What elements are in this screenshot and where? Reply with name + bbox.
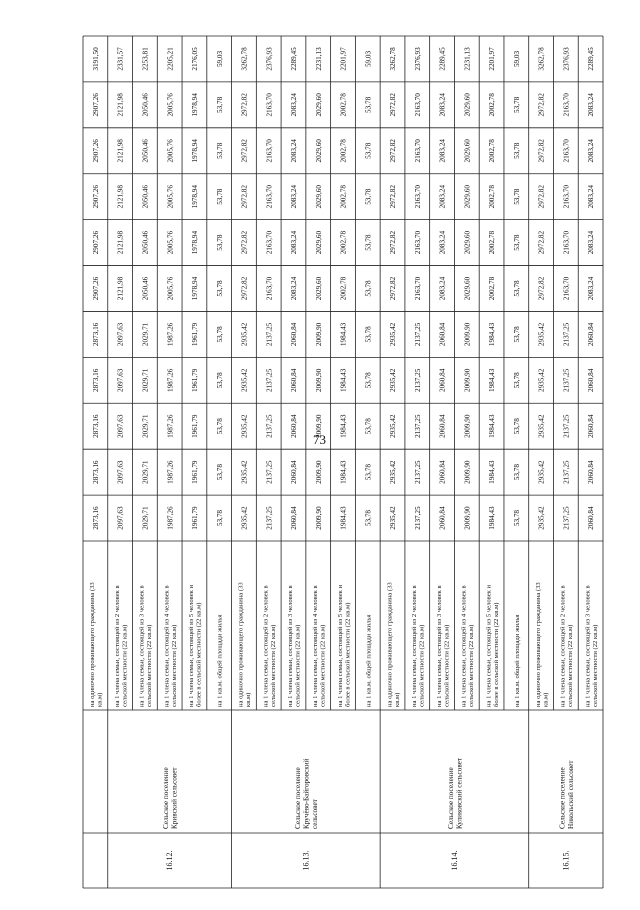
- value-cell: 2137,25: [413, 322, 422, 347]
- value-cell: 53,78: [364, 464, 373, 481]
- value-cell: 2935,42: [389, 506, 398, 530]
- value-cell: 2376,93: [562, 47, 571, 71]
- value-cell: 2972,82: [240, 93, 249, 117]
- value-cell: 2137,25: [413, 414, 422, 438]
- value-cell: 53,78: [364, 418, 373, 435]
- value-cell: 2972,82: [537, 230, 546, 255]
- value-cell: 2083,24: [290, 230, 299, 255]
- value-cell: 2163,70: [265, 230, 274, 255]
- value-cell: 2002,78: [488, 185, 497, 209]
- section-name: Кривский сельсовет: [170, 767, 179, 829]
- value-cell: 53,78: [364, 234, 373, 251]
- value-cell: 2097,63: [116, 368, 125, 392]
- value-cell: 53,78: [364, 96, 373, 113]
- value-cell: 2163,70: [413, 185, 422, 209]
- value-cell: 2121,98: [116, 139, 125, 163]
- value-cell: 2163,70: [413, 230, 422, 255]
- section-number: 16.12.: [165, 850, 175, 871]
- value-cell: 59,03: [215, 50, 224, 68]
- value-cell: 2231,13: [314, 47, 323, 71]
- value-cell: 2050,46: [141, 139, 150, 163]
- value-cell: 2060,84: [587, 506, 596, 530]
- value-cell: 2060,84: [587, 322, 596, 347]
- row-label: сельской местности (22 кв.м): [294, 624, 302, 707]
- value-cell: 2331,57: [116, 47, 125, 71]
- row-label: на одиночно проживающего гражданина (33: [534, 582, 542, 707]
- value-cell: 2935,42: [389, 322, 398, 347]
- value-cell: 2873,16: [91, 368, 100, 392]
- value-cell: 2029,60: [314, 276, 323, 301]
- row-label: кв.м): [245, 692, 253, 707]
- value-cell: 2060,84: [438, 368, 447, 392]
- value-cell: 2376,93: [413, 47, 422, 71]
- value-cell: 53,78: [215, 96, 224, 113]
- value-cell: 2907,26: [91, 276, 100, 301]
- value-cell: 2972,82: [240, 276, 249, 301]
- value-cell: 2205,21: [166, 47, 175, 71]
- value-cell: 2002,78: [339, 276, 348, 301]
- value-cell: 2972,82: [389, 276, 398, 301]
- value-cell: 2005,76: [166, 93, 175, 117]
- value-cell: 1984,43: [488, 322, 497, 347]
- value-cell: 2935,42: [389, 368, 398, 392]
- value-cell: 2083,24: [587, 93, 596, 117]
- value-cell: 2935,42: [537, 460, 546, 484]
- value-cell: 2972,82: [389, 230, 398, 255]
- value-cell: 53,78: [512, 188, 521, 205]
- value-cell: 1984,43: [488, 460, 497, 484]
- value-cell: 2253,81: [141, 47, 150, 71]
- value-cell: 2097,63: [116, 414, 125, 438]
- value-cell: 2060,84: [438, 322, 447, 347]
- value-cell: 2137,25: [562, 322, 571, 347]
- value-cell: 3262,78: [537, 47, 546, 71]
- value-cell: 53,78: [364, 188, 373, 205]
- value-cell: 2083,24: [290, 93, 299, 117]
- value-cell: 2289,45: [587, 47, 596, 71]
- value-cell: 2121,98: [116, 276, 125, 301]
- table-rotation-group: [83, 36, 603, 888]
- section-name: Никольский сельсовет: [566, 760, 575, 829]
- value-cell: 1984,43: [339, 414, 348, 438]
- value-cell: 2163,70: [562, 276, 571, 301]
- value-cell: 2002,78: [488, 139, 497, 163]
- value-cell: 2972,82: [537, 185, 546, 209]
- value-cell: 2972,82: [389, 93, 398, 117]
- value-cell: 2060,84: [290, 506, 299, 530]
- value-cell: 53,78: [512, 142, 521, 159]
- value-cell: 2972,82: [389, 185, 398, 209]
- value-cell: 2083,24: [438, 230, 447, 255]
- row-label: на 1 члена семьи, состоящей из 3 человек в: [287, 585, 295, 707]
- value-cell: 1984,43: [339, 460, 348, 484]
- value-cell: 1978,94: [191, 230, 200, 255]
- value-cell: 2083,24: [290, 139, 299, 163]
- value-cell: 2935,42: [240, 506, 249, 530]
- value-cell: 2060,84: [438, 460, 447, 484]
- value-cell: 59,03: [512, 50, 521, 68]
- value-cell: 3262,78: [389, 47, 398, 71]
- row-label: на 1 кв.м. общей площади жилья: [365, 614, 373, 707]
- row-label: сельской местности (22 кв.м): [269, 624, 277, 707]
- value-cell: 2137,25: [562, 506, 571, 530]
- value-cell: 1978,94: [191, 185, 200, 209]
- value-cell: 2137,25: [265, 414, 274, 438]
- row-label: на 1 члена семьи, состоящей из 4 человек в: [460, 585, 468, 707]
- value-cell: 1984,43: [339, 322, 348, 347]
- value-cell: 2137,25: [265, 460, 274, 484]
- row-label: сельской местности (22 кв.м): [146, 624, 154, 707]
- value-cell: 2029,71: [141, 414, 150, 438]
- value-cell: 2002,78: [339, 185, 348, 209]
- value-cell: 2121,98: [116, 93, 125, 117]
- value-cell: 1984,43: [488, 414, 497, 438]
- value-cell: 53,78: [364, 509, 373, 527]
- value-cell: 1978,94: [191, 139, 200, 163]
- value-cell: 53,78: [512, 280, 521, 297]
- value-cell: 2873,16: [91, 506, 100, 530]
- section-name: Сельское поселение: [558, 767, 567, 829]
- value-cell: 2005,76: [166, 230, 175, 255]
- value-cell: 53,78: [512, 464, 521, 481]
- value-cell: 53,78: [215, 280, 224, 297]
- value-cell: 2972,82: [240, 185, 249, 209]
- value-cell: 2163,70: [413, 93, 422, 117]
- row-label: на 1 члена семьи, состоящей из 2 человек в: [411, 585, 419, 707]
- value-cell: 59,03: [364, 50, 373, 68]
- value-cell: 1978,94: [191, 93, 200, 117]
- value-cell: 2009,90: [463, 414, 472, 438]
- value-cell: 2029,60: [314, 93, 323, 117]
- value-cell: 2121,98: [116, 185, 125, 209]
- value-cell: 2060,84: [290, 460, 299, 484]
- value-cell: 2029,71: [141, 506, 150, 530]
- value-cell: 2935,42: [537, 322, 546, 347]
- page-number: 73: [313, 432, 326, 447]
- value-cell: 53,78: [215, 234, 224, 251]
- value-cell: 2907,26: [91, 185, 100, 209]
- row-label: на 1 члена семьи, состоящей из 2 человек в: [113, 585, 121, 707]
- value-cell: 2097,63: [116, 506, 125, 530]
- value-cell: 2972,82: [537, 276, 546, 301]
- value-cell: 2376,93: [265, 47, 274, 71]
- value-cell: 53,78: [215, 418, 224, 435]
- value-cell: 2935,42: [240, 414, 249, 438]
- value-cell: 2009,90: [314, 460, 323, 484]
- value-cell: 2029,71: [141, 322, 150, 347]
- value-cell: 2935,42: [537, 506, 546, 530]
- value-cell: 53,78: [215, 372, 224, 389]
- value-cell: 3191,50: [91, 47, 100, 71]
- value-cell: 1984,43: [339, 506, 348, 530]
- value-cell: 2083,24: [290, 276, 299, 301]
- value-cell: 2097,63: [116, 322, 125, 347]
- value-cell: 1978,94: [191, 276, 200, 301]
- value-cell: 53,78: [215, 142, 224, 159]
- value-cell: 1984,43: [488, 368, 497, 392]
- value-cell: 2873,16: [91, 322, 100, 347]
- row-label: сельской местности (22 кв.м): [443, 624, 451, 707]
- value-cell: 2005,76: [166, 185, 175, 209]
- row-label: на 1 члена семьи, состоящей из 2 человек в: [559, 585, 567, 707]
- row-label: сельской местности (22 кв.м): [591, 624, 599, 707]
- value-cell: 2009,90: [463, 460, 472, 484]
- value-cell: 2009,90: [314, 368, 323, 392]
- value-cell: 2935,42: [389, 414, 398, 438]
- value-cell: 2231,13: [463, 47, 472, 71]
- row-label: сельской местности (22 кв.м): [319, 624, 327, 707]
- value-cell: 53,78: [364, 326, 373, 343]
- value-cell: 2972,82: [240, 139, 249, 163]
- value-cell: 1961,79: [191, 322, 200, 347]
- value-cell: 2050,46: [141, 276, 150, 301]
- value-cell: 53,78: [364, 142, 373, 159]
- section-number: 16.13.: [301, 850, 311, 871]
- value-cell: 2009,90: [314, 414, 323, 438]
- value-cell: 2083,24: [587, 276, 596, 301]
- value-cell: 2289,45: [290, 47, 299, 71]
- value-cell: 2163,70: [562, 93, 571, 117]
- section-name: Сельское поселение: [162, 767, 171, 829]
- value-cell: 1987,26: [166, 506, 175, 530]
- value-cell: 2002,78: [339, 93, 348, 117]
- value-cell: 2137,25: [413, 506, 422, 530]
- value-cell: 2137,25: [265, 322, 274, 347]
- value-cell: 2137,25: [562, 460, 571, 484]
- row-label: на 1 кв.м. общей площади жилья: [513, 614, 521, 707]
- value-cell: 2029,60: [463, 139, 472, 163]
- value-cell: 53,78: [364, 372, 373, 389]
- row-label: более в сельской местности (22 кв.м): [344, 602, 352, 707]
- row-label: более в сельской местности (22 кв.м): [492, 602, 500, 707]
- value-cell: 53,78: [512, 326, 521, 343]
- value-cell: 2050,46: [141, 93, 150, 117]
- value-cell: 53,78: [512, 96, 521, 113]
- value-cell: 2935,42: [240, 368, 249, 392]
- row-label: кв.м): [393, 692, 401, 707]
- value-cell: 2029,60: [463, 185, 472, 209]
- value-cell: 2163,70: [265, 93, 274, 117]
- value-cell: 1961,79: [191, 414, 200, 438]
- value-cell: 2163,70: [413, 276, 422, 301]
- value-cell: 2097,63: [116, 460, 125, 484]
- value-cell: 2029,60: [463, 93, 472, 117]
- value-cell: 2050,46: [141, 230, 150, 255]
- section-name: сельсовет: [311, 799, 320, 829]
- row-label: на 1 члена семьи, состоящей из 4 человек в: [163, 585, 171, 707]
- value-cell: 1961,79: [191, 506, 200, 530]
- value-cell: 53,78: [512, 234, 521, 251]
- value-cell: 53,78: [512, 418, 521, 435]
- value-cell: 2163,70: [562, 230, 571, 255]
- row-label: на 1 кв.м. общей площади жилья: [216, 614, 224, 707]
- value-cell: 2935,42: [240, 322, 249, 347]
- section-name: Сельское поселение: [294, 767, 303, 829]
- row-label: на 1 члена семьи, состоящей из 4 человек в: [311, 585, 319, 707]
- value-cell: 2137,25: [413, 368, 422, 392]
- value-cell: 2176,05: [191, 47, 200, 71]
- value-cell: 1961,79: [191, 368, 200, 392]
- value-cell: 2907,26: [91, 139, 100, 163]
- value-cell: 2163,70: [265, 185, 274, 209]
- row-label: на одиночно проживающего гражданина (33: [386, 582, 394, 707]
- row-label: более в сельской местности (22 кв.м): [195, 602, 203, 707]
- value-cell: 1984,43: [339, 368, 348, 392]
- section-name: Куликовский сельсовет: [455, 757, 464, 829]
- value-cell: 2935,42: [389, 460, 398, 484]
- value-cell: 1987,26: [166, 368, 175, 392]
- row-label: сельской местности (22 кв.м): [468, 624, 476, 707]
- value-cell: 1984,43: [488, 506, 497, 530]
- value-cell: 2083,24: [438, 276, 447, 301]
- row-label: на 1 члена семьи, состоящей из 3 человек в: [435, 585, 443, 707]
- row-label: сельской местности (22 кв.м): [418, 624, 426, 707]
- value-cell: 2029,60: [463, 230, 472, 255]
- value-cell: 2163,70: [265, 139, 274, 163]
- value-cell: 2163,70: [413, 139, 422, 163]
- value-cell: 2083,24: [587, 139, 596, 163]
- row-label: на 1 члена семьи, состоящей из 2 человек в: [262, 585, 270, 707]
- value-cell: 2009,90: [463, 322, 472, 347]
- value-cell: 2137,25: [265, 368, 274, 392]
- value-cell: 2163,70: [562, 185, 571, 209]
- value-cell: 2972,82: [240, 230, 249, 255]
- value-cell: 2289,45: [438, 47, 447, 71]
- row-label: на одиночно проживающего гражданина (33: [89, 582, 97, 707]
- value-cell: 2907,26: [91, 230, 100, 255]
- value-cell: 2060,84: [290, 414, 299, 438]
- row-label: кв.м): [96, 692, 104, 707]
- value-cell: 2009,90: [463, 506, 472, 530]
- value-cell: 2009,90: [463, 368, 472, 392]
- row-label: на 1 члена семьи, состоящей из 3 человек в: [584, 585, 592, 707]
- value-cell: 53,78: [215, 509, 224, 527]
- value-cell: 2137,25: [562, 414, 571, 438]
- value-cell: 53,78: [512, 372, 521, 389]
- value-cell: 1987,26: [166, 414, 175, 438]
- value-cell: 2060,84: [438, 414, 447, 438]
- value-cell: 2083,24: [587, 230, 596, 255]
- value-cell: 2083,24: [438, 139, 447, 163]
- value-cell: 2029,60: [314, 185, 323, 209]
- value-cell: 2002,78: [488, 276, 497, 301]
- value-cell: 2873,16: [91, 460, 100, 484]
- value-cell: 2083,24: [438, 93, 447, 117]
- value-cell: 53,78: [215, 326, 224, 343]
- value-cell: 2972,82: [537, 93, 546, 117]
- value-cell: 2873,16: [91, 414, 100, 438]
- value-cell: 2935,42: [240, 460, 249, 484]
- value-cell: 2002,78: [339, 230, 348, 255]
- value-cell: 2083,24: [587, 185, 596, 209]
- section-name: Кручёво-Байгоровский: [302, 758, 311, 829]
- value-cell: 2083,24: [290, 185, 299, 209]
- value-cell: 2060,84: [290, 368, 299, 392]
- value-cell: 2083,24: [438, 185, 447, 209]
- value-cell: 2029,60: [314, 139, 323, 163]
- value-cell: 1961,79: [191, 460, 200, 484]
- value-cell: 2009,90: [314, 322, 323, 347]
- value-cell: 2060,84: [438, 506, 447, 530]
- value-cell: 2050,46: [141, 185, 150, 209]
- section-number: 16.14.: [449, 850, 459, 871]
- value-cell: 2201,97: [339, 47, 348, 71]
- value-cell: 2060,84: [587, 414, 596, 438]
- section-name: Сельское поселение: [446, 767, 455, 829]
- value-cell: 2005,76: [166, 139, 175, 163]
- value-cell: 2029,60: [314, 230, 323, 255]
- value-cell: 53,78: [215, 464, 224, 481]
- value-cell: 2002,78: [339, 139, 348, 163]
- value-cell: 2060,84: [587, 460, 596, 484]
- value-cell: 2002,78: [488, 230, 497, 255]
- value-cell: 2060,84: [587, 368, 596, 392]
- value-cell: 2029,71: [141, 460, 150, 484]
- value-cell: 2935,42: [537, 414, 546, 438]
- value-cell: 53,78: [512, 509, 521, 527]
- value-cell: 53,78: [215, 188, 224, 205]
- value-cell: 2002,78: [488, 93, 497, 117]
- value-cell: 2972,82: [389, 139, 398, 163]
- value-cell: 53,78: [364, 280, 373, 297]
- row-label: сельской местности (22 кв.м): [170, 624, 178, 707]
- value-cell: 1987,26: [166, 460, 175, 484]
- value-cell: 2137,25: [413, 460, 422, 484]
- row-label: на одиночно проживающего гражданина (33: [237, 582, 245, 707]
- value-cell: 2029,60: [463, 276, 472, 301]
- section-number: 16.15.: [561, 850, 571, 871]
- table-grid: [83, 36, 603, 888]
- row-label: на 1 члена семьи, состоящей из 5 человек и: [485, 584, 493, 707]
- value-cell: 3262,78: [240, 47, 249, 71]
- value-cell: 2009,90: [314, 506, 323, 530]
- value-cell: 1987,26: [166, 322, 175, 347]
- value-cell: 2121,98: [116, 230, 125, 255]
- value-cell: 2137,25: [265, 506, 274, 530]
- value-cell: 2005,76: [166, 276, 175, 301]
- row-label: на 1 члена семьи, состоящей из 5 человек и: [336, 584, 344, 707]
- value-cell: 2163,70: [265, 276, 274, 301]
- value-cell: 2163,70: [562, 139, 571, 163]
- value-cell: 2060,84: [290, 322, 299, 347]
- value-cell: 2201,97: [488, 47, 497, 71]
- row-label: на 1 члена семьи, состоящей из 5 человек и: [188, 584, 196, 707]
- value-cell: 2907,26: [91, 93, 100, 117]
- value-cell: 2972,82: [537, 139, 546, 163]
- row-label: сельской местности (22 кв.м): [567, 624, 575, 707]
- value-cell: 2029,71: [141, 368, 150, 392]
- row-label: кв.м): [542, 692, 550, 707]
- row-label: на 1 члена семьи, состоящей из 3 человек в: [138, 585, 146, 707]
- row-label: сельской местности (22 кв.м): [121, 624, 129, 707]
- value-cell: 2137,25: [562, 368, 571, 392]
- value-cell: 2935,42: [537, 368, 546, 392]
